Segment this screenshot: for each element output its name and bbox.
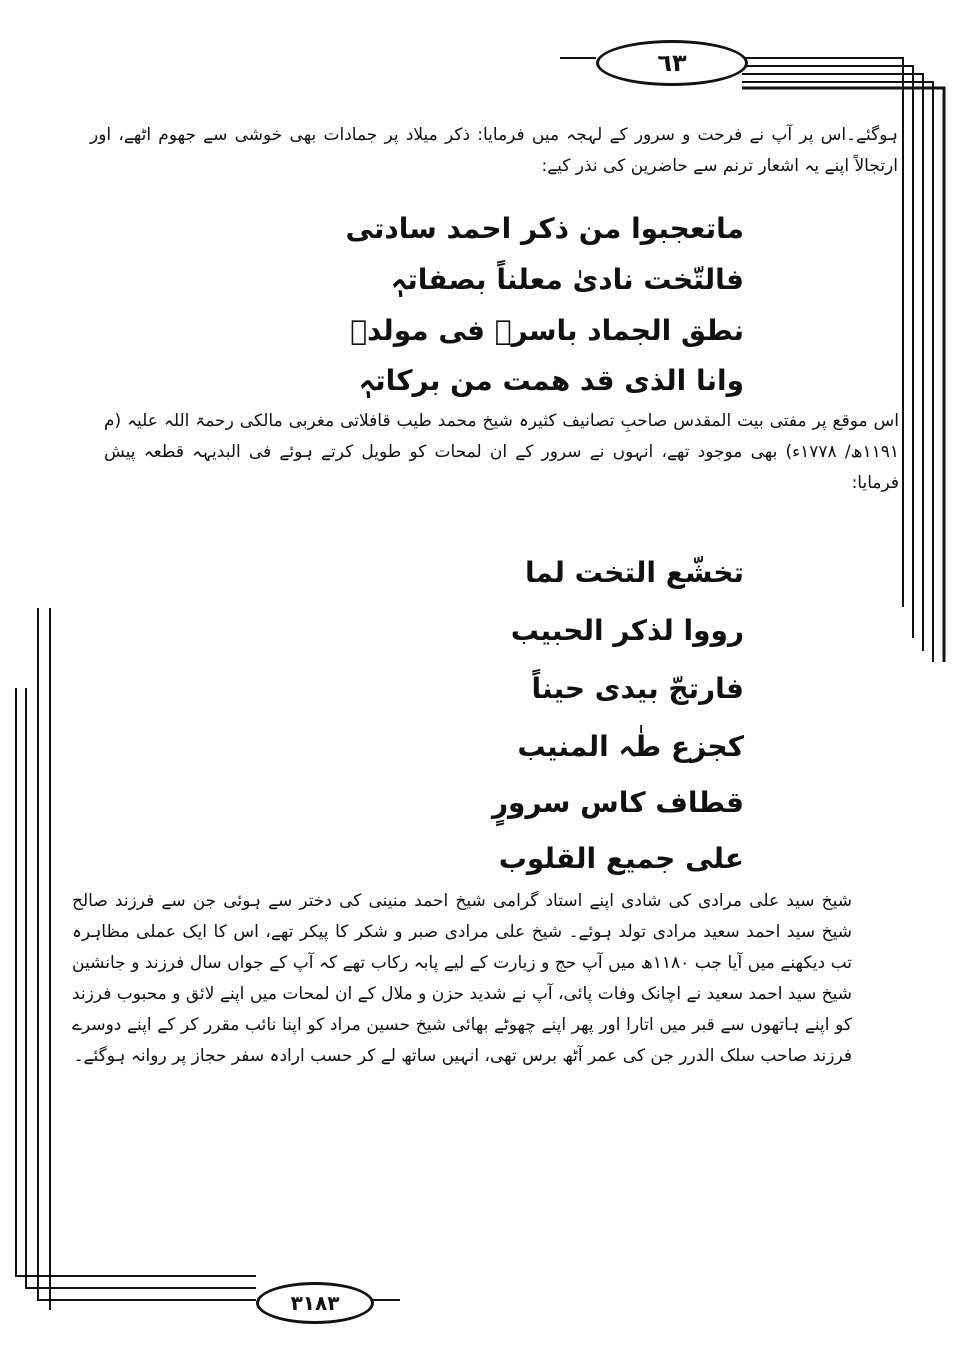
verse-line: نطق الجماد باسرہ فی مولدٖ [350,314,744,347]
page-number-top: ٦٣ [596,40,748,86]
verse-line: تخشّع التخت لما [525,556,744,589]
verse-line: فالتّخت نادیٰ معلناً بصفاتہٖ [390,263,744,296]
paragraph-biography: شیخ سید علی مرادی کی شادی اپنے استاد گرامی شیخ احمد منینی کی دختر سے ہوئی جن سے فرزند صالح شیخ سید احمد سعید مرادی تولد ہوئے۔ شیخ علی مرادی صبر و شکر کا پیکر تھے، اس کا ایک عملی مظاہرہ تب دیکھنے میں آیا جب ۱۱۸۰ھ میں آپ حج و زیارت کے لیے پابہ رکاب تھے کہ آپ کے جواں سال فرزند و جانشین شیخ سید احمد سعید نے اچانک وفات پائی، آپ نے شدید حزن و ملال کے ان لمحات میں اپنے لائق و محبوب فرزند کو اپنے ہاتھوں سے قبر میں اتارا اور پھر اپنے چھوٹے بھائی شیخ حسین مراد کو اپنا نائب مقرر کر کے اپنے دوسرے فرزند صاحب سلک الدرر جن کی عمر آٹھ برس تھی، انہیں ساتھ لے کر حسب ارادہ سفر حجاز پر روانہ ہوگئے۔ [72,891,852,1066]
paragraph-intro: ہوگئے۔اس پر آپ نے فرحت و سرور کے لہجہ میں فرمایا: ذکر میلاد پر جمادات بھی خوشی سے جھوم اٹھے، اور ارتجالاً اپنے یہ اشعار ترنم سے حاضرین کی نذر کیے: [90,125,898,176]
page-number-bottom: ٣١٨٣ [256,1282,374,1324]
paragraph-mufti: اس موقع پر مفتی بیت المقدس صاحبِ تصانیف کثیرہ شیخ محمد طیب قافلاتی مغربی مالکی رحمۃ اللہ علیہ (م ۱۱۹۱ھ/ ۱۷۷۸ء) بھی موجود تھے، انہوں نے سرور کے ان لمحات کو طویل کرتے ہوئے فی البدیہہ قطعہ پیش فرمایا: [104,411,899,493]
verse-line: قطاف کاس سرورٍ [491,786,744,819]
verse-line: رووا لذکر الحبیب [510,614,744,647]
verse-line: علی جمیع القلوب [498,842,744,875]
verse-line: وانا الذی قد ھمت من برکاتہٖ [358,364,744,397]
verse-line: ماتعجبوا من ذکر احمد سادتی [345,212,744,245]
verse-line: کجزع طٰہ المنیب [517,730,744,763]
verse-line: فارتجّ بیدی حیناً [531,672,744,705]
